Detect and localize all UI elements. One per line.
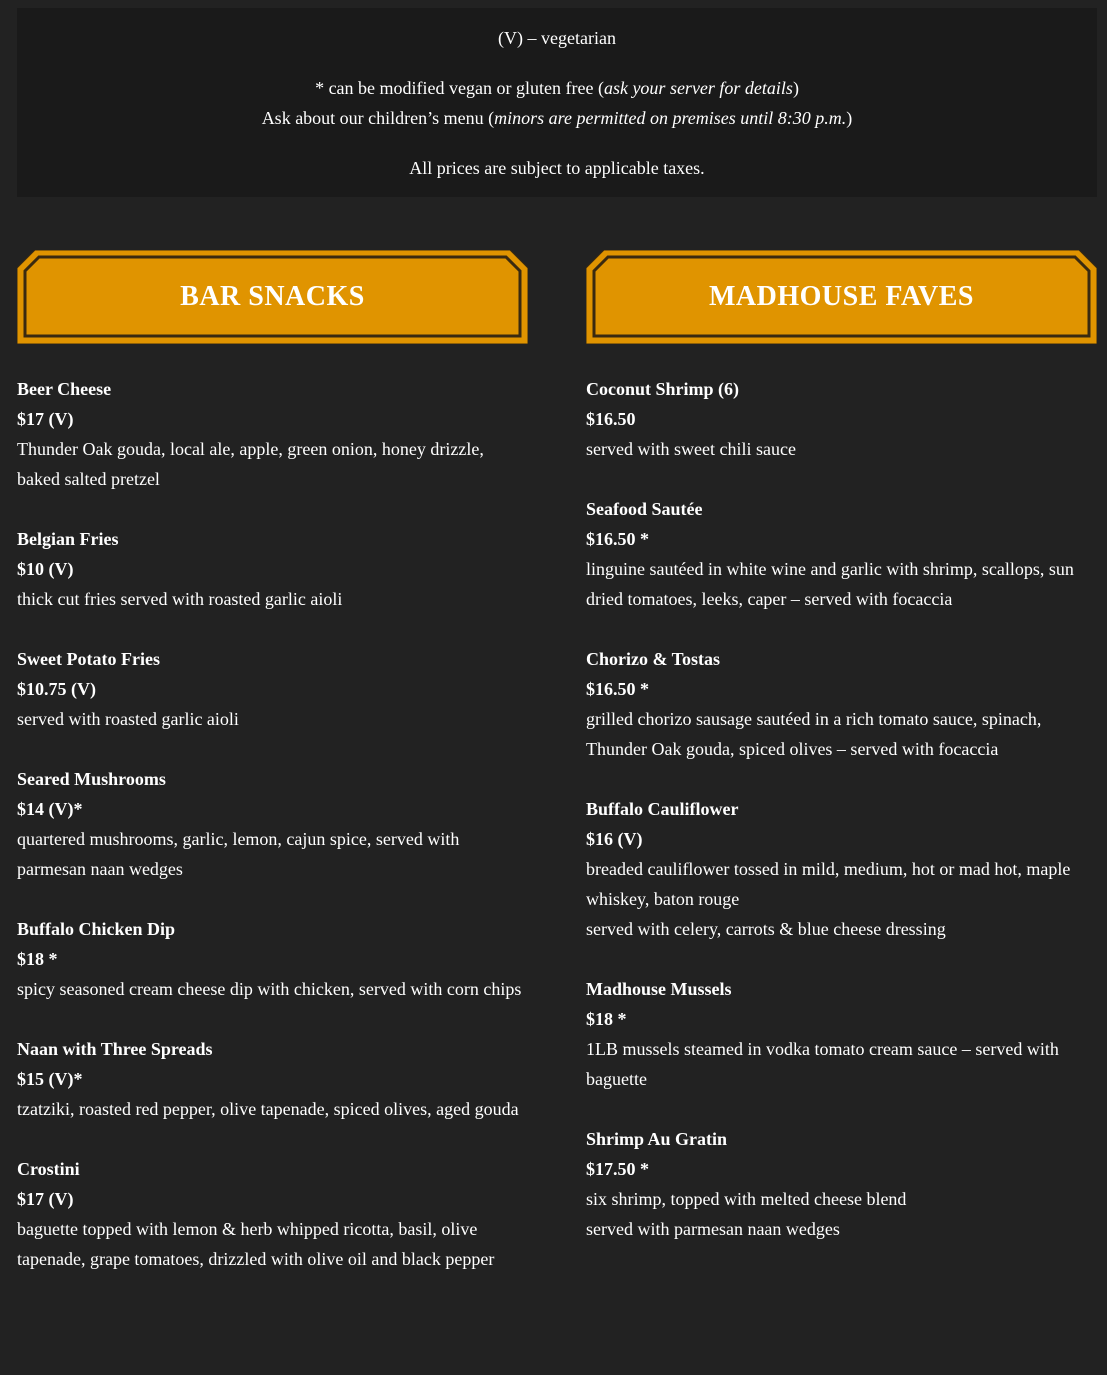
bar-snacks-list — [17, 374, 528, 1274]
menu-item — [586, 494, 1097, 614]
madhouse-faves-banner — [586, 250, 1097, 344]
menu-item-price: $17 (V) — [17, 1189, 74, 1209]
menu-item-name: Coconut Shrimp (6) — [586, 379, 740, 399]
menu-item — [17, 1154, 528, 1274]
menu-item-description: grilled chorizo sausage sautéed in a rich tomato sauce, spinach, Thunder Oak gouda, spiced olives – served with focaccia — [586, 709, 1042, 759]
menu-item-price: $14 (V)* — [17, 799, 83, 819]
menu-item-description: served with celery, carrots & blue cheese dressing — [586, 919, 946, 939]
modification-note: * can be modified vegan or gluten free (ask your server for details) — [315, 78, 799, 98]
menu-item-description: breaded cauliflower tossed in mild, medium, hot or mad hot, maple whiskey, baton rouge — [586, 859, 1071, 909]
menu-item-description: served with roasted garlic aioli — [17, 709, 239, 729]
menu-item-description: spicy seasoned cream cheese dip with chicken, served with corn chips — [17, 979, 522, 999]
bar-snacks-section — [17, 250, 528, 1304]
menu-item-name: Sweet Potato Fries — [17, 649, 160, 669]
menu-item-description: served with sweet chili sauce — [586, 439, 796, 459]
menu-item-description: 1LB mussels steamed in vodka tomato cream sauce – served with baguette — [586, 1039, 1059, 1089]
menu-item-name: Beer Cheese — [17, 379, 112, 399]
menu-item-description: quartered mushrooms, garlic, lemon, cajun spice, served with parmesan naan wedges — [17, 829, 460, 879]
menu-item-description: served with parmesan naan wedges — [586, 1219, 840, 1239]
menu-item-description: tzatziki, roasted red pepper, olive tapenade, spiced olives, aged gouda — [17, 1099, 519, 1119]
menu-item — [586, 794, 1097, 944]
menu-item-price: $10.75 (V) — [17, 679, 96, 699]
menu-item-price: $18 * — [586, 1009, 627, 1029]
madhouse-faves-list — [586, 374, 1097, 1244]
menu-item-description: baguette topped with lemon & herb whipped ricotta, basil, olive tapenade, grape tomatoes, drizzled with olive oil and black pepper — [17, 1219, 495, 1269]
menu-item-price: $15 (V)* — [17, 1069, 83, 1089]
bar-snacks-title: BAR SNACKS — [180, 281, 365, 312]
menu-item-price: $17.50 * — [586, 1159, 649, 1179]
menu-item — [586, 374, 1097, 464]
menu-item — [17, 644, 528, 734]
menu-item-description: Thunder Oak gouda, local ale, apple, green onion, honey drizzle, baked salted pretzel — [17, 439, 484, 489]
menu-item-name: Naan with Three Spreads — [17, 1039, 213, 1059]
menu-item — [17, 764, 528, 884]
menu-item-name: Chorizo & Tostas — [586, 649, 721, 669]
menu-item-name: Belgian Fries — [17, 529, 119, 549]
menu-item — [17, 374, 528, 494]
menu-item — [17, 914, 528, 1004]
bar-snacks-banner — [17, 250, 528, 344]
taxes-note: All prices are subject to applicable taxes. — [409, 158, 705, 178]
menu-notice — [17, 8, 1097, 197]
menu-item-description: thick cut fries served with roasted garlic aioli — [17, 589, 343, 609]
menu-item-name: Buffalo Chicken Dip — [17, 919, 176, 939]
menu-item-description: six shrimp, topped with melted cheese blend — [586, 1189, 907, 1209]
menu-item-name: Buffalo Cauliflower — [586, 799, 739, 819]
menu-item — [586, 1124, 1097, 1244]
menu-item-price: $17 (V) — [17, 409, 74, 429]
menu-item — [17, 1034, 528, 1124]
children-menu-note: Ask about our children’s menu (minors are permitted on premises until 8:30 p.m.) — [261, 108, 853, 128]
menu-item-name: Shrimp Au Gratin — [586, 1129, 728, 1149]
menu-item — [586, 974, 1097, 1094]
menu-item-price: $16.50 * — [586, 529, 649, 549]
menu-item — [586, 644, 1097, 764]
menu-item-price: $16.50 * — [586, 679, 649, 699]
madhouse-faves-title: MADHOUSE FAVES — [708, 281, 974, 312]
menu-item-price: $16 (V) — [586, 829, 643, 849]
menu-item-name: Seared Mushrooms — [17, 769, 166, 789]
menu-item-price: $16.50 — [586, 409, 636, 429]
menu-item-name: Crostini — [17, 1159, 80, 1179]
menu-item-description: linguine sautéed in white wine and garlic with shrimp, scallops, sun dried tomatoes, leeks, caper – served with focaccia — [586, 559, 1074, 609]
menu-item-price: $18 * — [17, 949, 58, 969]
menu-item-price: $10 (V) — [17, 559, 74, 579]
madhouse-faves-section — [586, 250, 1097, 1274]
menu-item — [17, 524, 528, 614]
menu-item-name: Seafood Sautée — [586, 499, 703, 519]
vegetarian-legend: (V) – vegetarian — [498, 28, 616, 48]
menu-item-name: Madhouse Mussels — [586, 979, 732, 999]
